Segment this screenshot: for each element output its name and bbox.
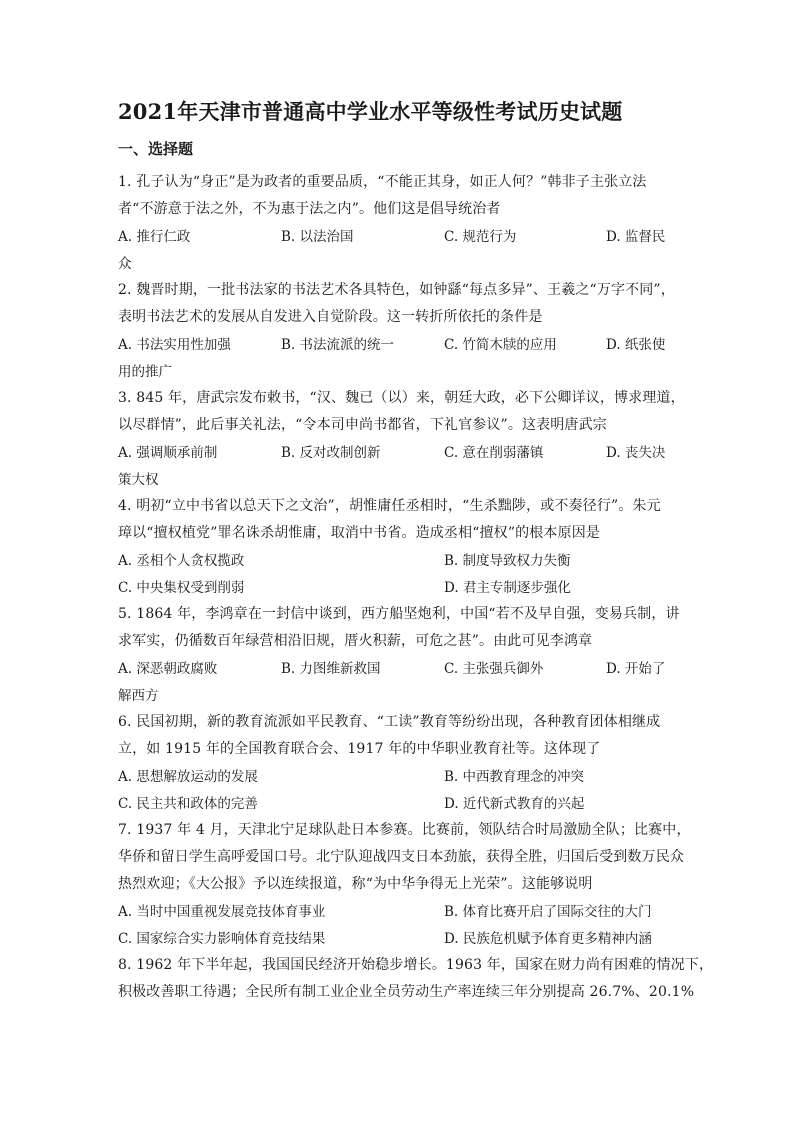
question-7-option-d: D. 民族危机赋予体育更多精神内涵	[444, 931, 652, 947]
question-5-option-a: A. 深恶朝政腐败	[118, 661, 218, 677]
question-4-stem-line-2: 璋以“擅权植党”罪名诛杀胡惟庸，取消中书省。造成丞相“擅权”的根本原因是	[118, 525, 601, 541]
exam-title: 2021年天津市普通高中学业水平等级性考试历史试题	[118, 99, 623, 124]
question-2-option-b: B. 书法流派的统一	[281, 337, 395, 353]
question-1-option-c: C. 规范行为	[444, 229, 517, 245]
question-6-stem-line-1: 6. 民国初期，新的教育流派如平民教育、“工读”教育等纷纷出现，各种教育团体相继成	[118, 714, 661, 730]
question-4-option-c: C. 中央集权受到削弱	[118, 580, 245, 596]
question-7-stem-line-1: 7. 1937 年 4 月，天津北宁足球队赴日本参赛。比赛前，领队结合时局激励全队；比赛中，	[118, 822, 691, 838]
question-2-option-d: D. 纸张使	[606, 337, 666, 353]
question-8-stem-line-2: 积极改善职工待遇；全民所有制工业企业全员劳动生产率连续三年分别提高 26.7%、20.1%	[118, 984, 695, 1000]
question-8-stem-line-1: 8. 1962 年下半年起，我国国民经济开始稳步增长。1963 年，国家在财力尚有困难的情况下，	[118, 957, 714, 973]
question-5-option-d: D. 开始了	[606, 661, 666, 677]
question-5-option-c: C. 主张强兵御外	[444, 661, 544, 677]
question-3-stem-line-2: 以尽群情”，此后事关礼法，“令本司申尚书都省，下礼官参议”。这表明唐武宗	[118, 417, 607, 433]
question-2-option-d-wrap: 用的推广	[118, 364, 172, 380]
question-6-option-c: C. 民主共和政体的完善	[118, 796, 258, 812]
question-1-option-d: D. 监督民	[606, 229, 666, 245]
question-5-stem-line-2: 求军实，仍循数百年绿营相沿旧规，厝火积薪，可危之甚”。由此可见李鸿章	[118, 633, 593, 649]
question-5-option-d-wrap: 解西方	[118, 688, 159, 704]
question-5-stem-line-1: 5. 1864 年，李鸿章在一封信中谈到，西方船坚炮利，中国“若不及早自强，变易兵制，讲	[118, 606, 680, 622]
question-3-option-c: C. 意在削弱藩镇	[444, 445, 544, 461]
question-7-option-b: B. 体育比赛开启了国际交往的大门	[444, 904, 652, 920]
question-3-option-b: B. 反对改制创新	[281, 445, 381, 461]
section-heading: 一、选择题	[118, 140, 194, 158]
question-3-option-d: D. 丧失决	[606, 445, 666, 461]
question-6-option-b: B. 中西教育理念的冲突	[444, 769, 585, 785]
question-6-stem-line-2: 立，如 1915 年的全国教育联合会、1917 年的中华职业教育社等。这体现了	[118, 741, 601, 757]
question-3-option-d-wrap: 策大权	[118, 472, 159, 488]
question-6-option-a: A. 思想解放运动的发展	[118, 769, 258, 785]
question-4-option-d: D. 君主专制逐步强化	[444, 580, 571, 596]
question-4-stem-line-1: 4. 明初“立中书省以总天下之文治”，胡惟庸任丞相时，“生杀黜陟，或不奏径行”。朱元	[118, 498, 661, 514]
question-7-stem-line-2: 华侨和留日学生高呼爱国口号。北宁队迎战四支日本劲旅，获得全胜，归国后受到数万民众	[118, 849, 684, 865]
question-2-stem-line-2: 表明书法艺术的发展从自发进入自觉阶段。这一转折所依托的条件是	[118, 309, 543, 325]
question-7-option-c: C. 国家综合实力影响体育竞技结果	[118, 931, 326, 947]
question-3-stem-line-1: 3. 845 年，唐武宗发布敕书，“汉、魏已（以）来，朝廷大政，必下公卿详议，博求理道，	[118, 390, 685, 406]
question-4-option-a: A. 丞相个人贪权揽政	[118, 553, 245, 569]
question-2-stem-line-1: 2. 魏晋时期，一批书法家的书法艺术各具特色，如钟繇“每点多异”、王羲之“万字不同”，	[118, 282, 675, 298]
question-3-option-a: A. 强调顺承前制	[118, 445, 218, 461]
question-1-stem-line-1: 1. 孔子认为“身正”是为政者的重要品质，“不能正其身，如正人何？”韩非子主张立法	[118, 174, 647, 190]
question-2-option-a: A. 书法实用性加强	[118, 337, 231, 353]
question-1-stem-line-2: 者“不游意于法之外，不为惠于法之内”。他们这是倡导统治者	[118, 201, 501, 217]
question-1-option-d-wrap: 众	[118, 256, 132, 272]
question-7-option-a: A. 当时中国重视发展竞技体育事业	[118, 904, 326, 920]
question-7-stem-line-3: 热烈欢迎；《大公报》予以连续报道，称“为中华争得无上光荣”。这能够说明	[118, 876, 593, 892]
question-4-option-b: B. 制度导致权力失衡	[444, 553, 571, 569]
question-1-option-b: B. 以法治国	[281, 229, 354, 245]
question-1-option-a: A. 推行仁政	[118, 229, 191, 245]
question-6-option-d: D. 近代新式教育的兴起	[444, 796, 585, 812]
question-2-option-c: C. 竹简木牍的应用	[444, 337, 557, 353]
question-5-option-b: B. 力图维新救国	[281, 661, 381, 677]
